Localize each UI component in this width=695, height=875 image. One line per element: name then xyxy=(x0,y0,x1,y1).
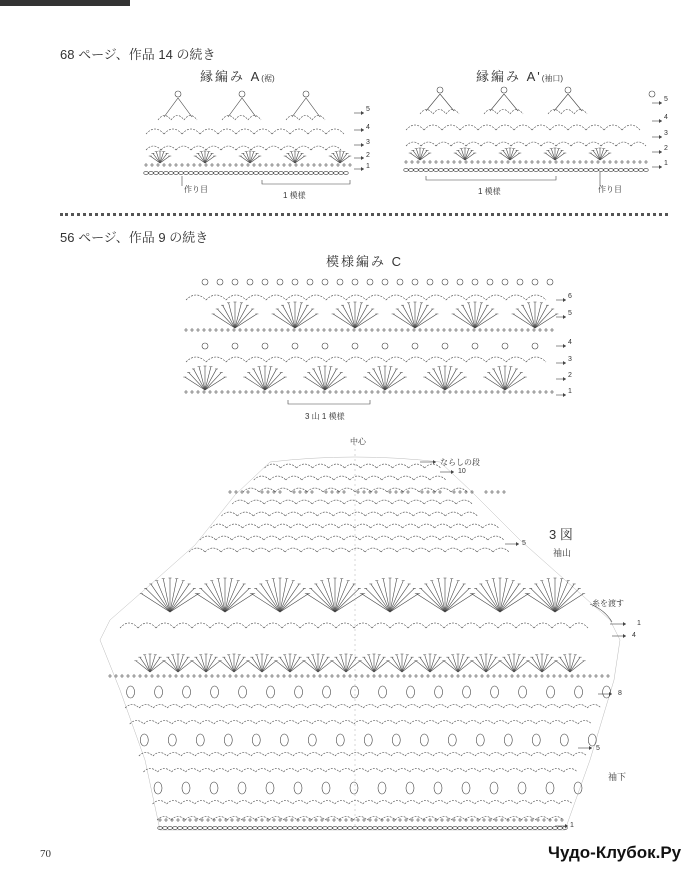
figure3-sleeve-chart xyxy=(100,444,626,830)
fig3-underarm-label: 袖下 xyxy=(608,772,627,782)
edging-a-start-label: 作り目 xyxy=(184,185,208,194)
edging-a-repeat-label: 1 模様 xyxy=(283,191,306,200)
section-heading-68: 68 ページ、作品 14 の続き xyxy=(60,47,216,62)
edging-a-row-2: 2 xyxy=(366,152,370,159)
edging-a-subtitle: (裾) xyxy=(261,74,275,83)
fig3-label: 3 図 xyxy=(549,527,573,542)
edging-a-chart xyxy=(144,91,364,186)
pattern-c-chart xyxy=(183,279,566,404)
page-number: 70 xyxy=(40,848,51,860)
fig3-row-4: 4 xyxy=(632,632,636,639)
edging-a-row-1: 1 xyxy=(366,163,370,170)
fig3-row-5-cap: 5 xyxy=(522,540,526,547)
pattern-c-row-5: 5 xyxy=(568,310,572,317)
section-heading-56: 56 ページ、作品 9 の続き xyxy=(60,230,209,245)
pattern-c-row-6: 6 xyxy=(568,293,572,300)
edging-a-prime-title: 縁編み A'(袖口) xyxy=(476,69,564,84)
edging-a-prime-row-1: 1 xyxy=(664,160,668,167)
edging-a-prime-chart xyxy=(404,87,662,186)
fig3-row-10: 10 xyxy=(458,468,466,475)
pattern-c-row-3: 3 xyxy=(568,356,572,363)
edging-a-row-4: 4 xyxy=(366,124,370,131)
edging-a-prime-row-4: 4 xyxy=(664,114,668,121)
pattern-c-title: 模様編み C xyxy=(326,254,404,269)
watermark-logo: Чудо-Клубок.Ру xyxy=(548,843,682,862)
fig3-sleeve-cap-label: 袖山 xyxy=(553,548,572,558)
edging-a-row-5: 5 xyxy=(366,106,370,113)
pattern-c-row-2: 2 xyxy=(568,372,572,379)
edging-a-prime-start-label: 作り目 xyxy=(598,185,622,194)
edging-a-prime-subtitle: (袖口) xyxy=(541,74,564,83)
fig3-row-1-sleeve: 1 xyxy=(570,822,574,829)
edging-a-prime-row-5: 5 xyxy=(664,96,668,103)
fig3-row-8: 8 xyxy=(618,690,622,697)
edging-a-prime-row-3: 3 xyxy=(664,130,668,137)
pattern-c-row-4: 4 xyxy=(568,339,572,346)
edging-a-prime-repeat-label: 1 模様 xyxy=(478,187,501,196)
edging-a-title: 縁編み A(裾) xyxy=(200,69,275,84)
fig3-yarn-join-label: 糸を渡す xyxy=(592,599,624,608)
pattern-c-repeat-label: 3 山 1 模様 xyxy=(305,412,345,421)
pattern-c-row-1: 1 xyxy=(568,388,572,395)
edging-a-prime-row-2: 2 xyxy=(664,145,668,152)
fig3-center-label: 中心 xyxy=(350,437,366,446)
fig3-leveling-row-label: ならしの段 xyxy=(440,458,480,467)
fig3-row-5-sleeve: 5 xyxy=(596,745,600,752)
fig3-row-1-cap: 1 xyxy=(637,620,641,627)
edging-a-row-3: 3 xyxy=(366,139,370,146)
